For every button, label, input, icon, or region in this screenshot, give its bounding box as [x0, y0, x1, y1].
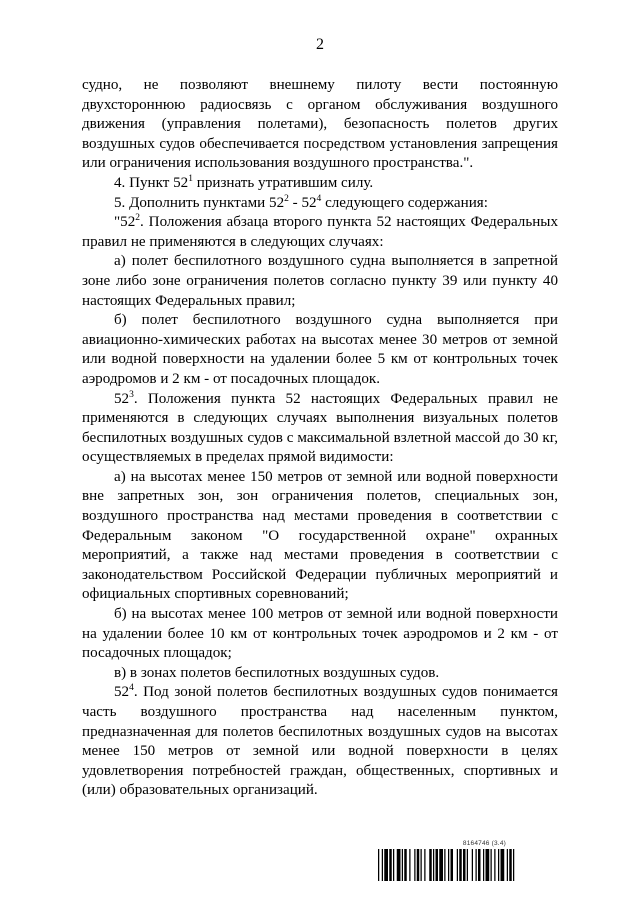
document-code: 8164746 (3.4) [462, 840, 506, 847]
barcode-bar [429, 849, 432, 881]
barcode-bar [378, 849, 379, 881]
barcode-bar [421, 849, 422, 881]
barcode-bar [459, 849, 462, 881]
paragraph: б) на высотах менее 100 метров от земной или водной поверхности на удалении более 10 км от контрольных точек аэродромов и 2 км - от посадочных площадок; [82, 606, 558, 662]
barcode-bar [382, 849, 383, 881]
barcode-bar [424, 849, 425, 881]
barcode-bar [513, 849, 514, 881]
barcode-bar [397, 849, 401, 881]
paragraph: 4. Пункт $52^1$ признать утратившим силу. [114, 173, 374, 191]
barcode-bar [393, 849, 394, 881]
barcode-bar [486, 849, 490, 881]
barcode-bar [417, 849, 420, 881]
paragraph: б) полет беспилотного воздушного судна выполняется при авиационно-химических работах на высотах менее 30 метров от земной или водной поверхности на удалении более 5 км от контрольных точек аэродромов и 2 км - от посадочных площадок. [82, 312, 558, 387]
barcode-bar [436, 849, 439, 881]
barcode-bar [476, 849, 477, 881]
paragraph: судно, не позволяют внешнему пилоту вести постоянную двухстороннюю радиосвязь с органом обслуживания воздушного движения (управления полетами), безопасность полетов других воздушных судов обеспечивается посредством установления запрещения или ограничения использования воздушного пространства.". [82, 77, 558, 172]
document-body [82, 76, 558, 801]
barcode-bar [509, 849, 512, 881]
paragraph: $52^4$. Под зоной полетов беспилотных воздушных судов понимается часть воздушного пространства над населенным пунктом, предназначенная для полетов беспилотных воздушных судов на высотах менее 150 метров от земной или водной поверхности в целях удовлетворения потребностей граждан, общественных, спортивных и (или) образовательных организаций. [82, 683, 558, 799]
barcode-bar [483, 849, 484, 881]
barcode-bar [472, 849, 473, 881]
barcode-bar [444, 849, 445, 881]
paragraph: 5. Дополнить пунктами $52^2 - 52^4$ следующего содержания: [114, 193, 488, 211]
barcode-bar [501, 849, 505, 881]
barcode-bar [494, 849, 495, 881]
barcode-block [378, 840, 562, 884]
barcode-bar [507, 849, 508, 881]
barcode-bar [451, 849, 454, 881]
barcode-bar [478, 849, 481, 881]
barcode-bar [389, 849, 392, 881]
paragraph: а) на высотах менее 150 метров от земной или водной поверхности вне запретных зон, зон ограничения полетов, специальных зон, воздушного пространства над местами проведения в соответствии с Федеральным законом "О государственной охране" охранных мероприятий, а также над местами проведения в соответствии с законодательством Российской Федерации публичных мероприятий и официальных спортивных соревнований; [82, 468, 558, 603]
barcode-bar [384, 849, 388, 881]
barcode-bar [467, 849, 468, 881]
barcode-bar [439, 849, 443, 881]
barcode-bar [463, 849, 466, 881]
barcode-bar [409, 849, 410, 881]
barcode-bar [457, 849, 458, 881]
paragraph: в) в зонах полетов беспилотных воздушных судов. [114, 664, 440, 681]
paragraph: а) полет беспилотного воздушного судна выполняется в запретной зоне либо зоне ограничения полетов согласно пункту 39 или пункту 40 настоящих Федеральных правил; [82, 253, 558, 309]
barcode-bar [402, 849, 403, 881]
barcode-bar [448, 849, 449, 881]
barcode-bar [404, 849, 407, 881]
barcode-bar [491, 849, 492, 881]
paragraph: $52^3$. Положения пункта 52 настоящих Федеральных правил не применяются в следующих случаях выполнения визуальных полетов беспилотных воздушных судов с максимальной взлетной массой до 30 кг, осуществляемых в пределах прямой видимости: [82, 389, 558, 466]
barcode-bar [414, 849, 415, 881]
barcode-bar [433, 849, 434, 881]
page-number: 2 [316, 36, 324, 53]
barcode-image [378, 849, 562, 881]
paragraph: "$52^2$. Положения абзаца второго пункта 52 настоящих Федеральных правил не применяются в следующих случаях: [82, 213, 558, 250]
barcode-bar [498, 849, 499, 881]
